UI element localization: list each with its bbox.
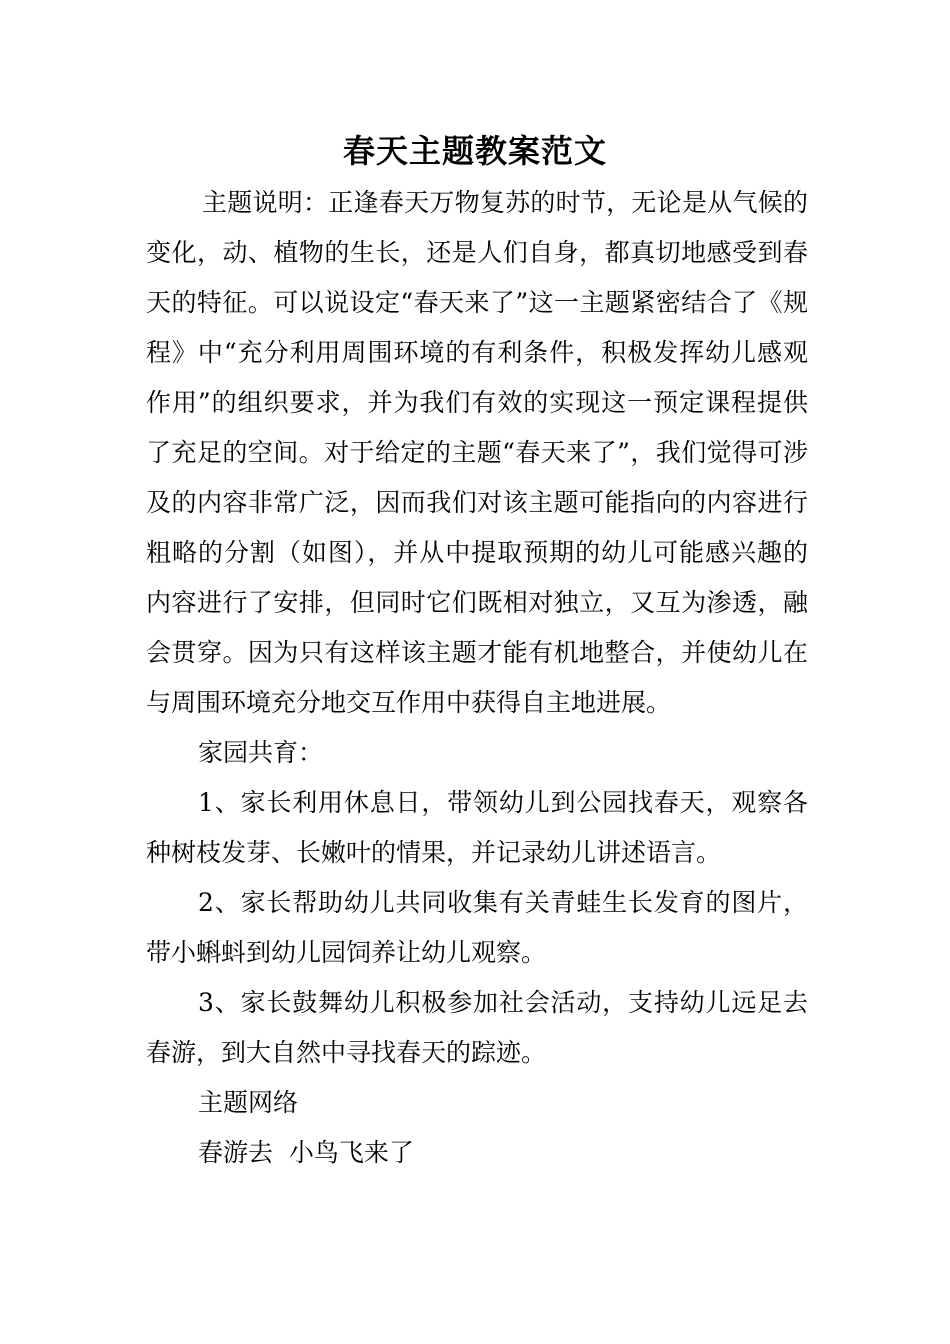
paragraph-home-school-heading: 家园共育： — [198, 738, 324, 767]
paragraph-item-2: 2、家长帮助幼儿共同收集有关青蛙生长发育的图片，带小蝌蚪到幼儿园饲养让幼儿观察。 — [146, 888, 808, 967]
document-title: 春天主题教案范文 — [342, 132, 607, 170]
paragraph-theme-network-items: 春游去 小鸟飞来了 — [198, 1138, 414, 1167]
paragraph-theme-description: 主题说明：正逢春天万物复苏的时节，无论是从气候的变化，动、植物的生长，还是人们自身，都真切地感受到春天的特征。可以说设定“春天来了”这一主题紧密结合了《规程》中“充分利用周围环境的有利条件，积极发挥幼儿感观作用”的组织要求，并为我们有效的实现这一预定课程提供了充足的空间。对于给定的主题“春天来了”，我们觉得可涉及的内容非常广泛，因而我们对该主题可能指向的内容进行粗略的分割（如图），并从中提取预期的幼儿可能感兴趣的内容进行了安排，但同时它们既相对独立，又互为渗透，融会贯穿。因为只有这样该主题才能有机地整合，并使幼儿在与周围环境充分地交互作用中获得自主地进展。 — [146, 188, 808, 717]
paragraph-item-1: 1、家长利用休息日，带领幼儿到公园找春天，观察各种树枝发芽、长嫩叶的情果，并记录幼儿讲述语言。 — [146, 788, 808, 867]
document-body — [146, 178, 808, 1178]
paragraph-item-3: 3、家长鼓舞幼儿积极参加社会活动，支持幼儿远足去春游，到大自然中寻找春天的踪迹。 — [146, 988, 808, 1067]
paragraph-theme-network-heading: 主题网络 — [198, 1088, 299, 1117]
